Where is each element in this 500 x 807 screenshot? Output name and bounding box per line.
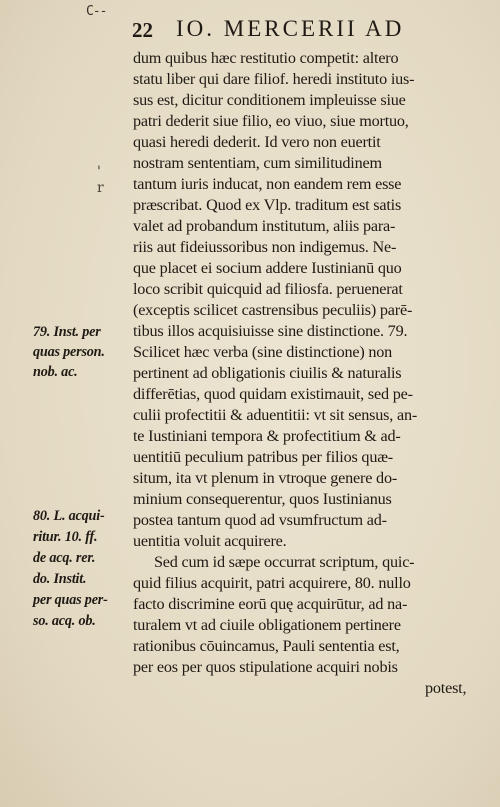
text-line: que placet ei socium addere Iustinianū quo: [133, 259, 402, 277]
text-line: nostram sententiam, cum similitudinem: [133, 154, 382, 172]
text-line: facto discrimine eorū quę acquirūtur, ad na-: [133, 595, 408, 613]
text-line: præscribat. Quod ex Vlp. traditum est satis: [133, 196, 402, 214]
text-line: postea tantum quod ad vsumfructum ad-: [133, 511, 387, 529]
margin-note-line: do. Instit.: [33, 571, 87, 587]
text-line: pertinent ad obligationis ciuilis & naturalis: [133, 364, 402, 382]
margin-tick-mark: r: [97, 180, 104, 196]
text-line: differētias, quod quidam existimauit, sed pe-: [133, 385, 413, 403]
text-line: culii profectitii & aduentitii: vt sit sensus, an-: [133, 406, 418, 424]
text-line: Scilicet hæc verba (sine distinctione) non: [133, 343, 393, 361]
text-line: uentitiū peculium patribus per filios quæ-: [133, 448, 393, 466]
text-line: tantum iuris inducat, non eandem rem esse: [133, 175, 402, 193]
text-line: statu liber qui dare filiof. heredi instituto ius-: [133, 70, 415, 88]
corner-mark: C--: [86, 4, 107, 19]
text-line: dum quibus hæc restitutio competit: altero: [133, 49, 399, 67]
text-line: minium consequerentur, quos Iustinianus: [133, 490, 392, 508]
margin-note-line: 79. Inst. per: [33, 324, 101, 340]
margin-tick-mark: ': [97, 164, 101, 180]
text-line: quasi heredi dederit. Id vero non euertit: [133, 133, 381, 151]
text-line: sus est, dicitur conditionem impleuisse siue: [133, 91, 406, 109]
text-line: potest,: [425, 679, 467, 697]
text-line: situm, ita vt plenum in vtroque genere do-: [133, 469, 398, 487]
text-line: riis aut fideiussoribus non indigemus. Ne-: [133, 238, 397, 256]
running-header: [128, 18, 473, 44]
text-line: (exceptis scilicet castrensibus peculiis) parē-: [133, 301, 413, 319]
text-line: uentitia voluit acquirere.: [133, 532, 287, 550]
text-line: te Iustiniani tempora & profectitium & ad-: [133, 427, 401, 445]
margin-note-line: ritur. 10. ff.: [33, 529, 98, 545]
text-line: quid filius acquirit, patri acquirere, 80. nullo: [133, 574, 411, 592]
text-line: rationibus cōuincamus, Pauli sententia est,: [133, 637, 400, 655]
margin-note-line: nob. ac.: [33, 364, 78, 380]
text-line: Sed cum id sæpe occurrat scriptum, quic-: [154, 553, 415, 571]
text-line: loco scribit quicquid ad filiosfa. peruenerat: [133, 280, 403, 298]
margin-note-line: per quas per-: [33, 592, 108, 608]
page-number: 22: [132, 18, 153, 42]
margin-note-line: 80. L. acqui-: [33, 508, 105, 524]
margin-note-line: so. acq. ob.: [33, 613, 96, 629]
text-line: turalem vt ad ciuile obligationem pertinere: [133, 616, 401, 634]
running-title: IO. MERCERII AD: [176, 16, 405, 41]
text-line: per eos per quos stipulatione acquiri nobis: [133, 658, 398, 676]
text-line: tibus illos acquisiuisse sine distinctione. 79.: [133, 322, 408, 340]
text-line: valet ad probandum institutum, aliis para-: [133, 217, 396, 235]
margin-note-line: quas person.: [33, 344, 105, 360]
text-line: patri dederit siue filio, eo viuo, siue mortuo,: [133, 112, 409, 130]
margin-note-line: de acq. rer.: [33, 550, 96, 566]
